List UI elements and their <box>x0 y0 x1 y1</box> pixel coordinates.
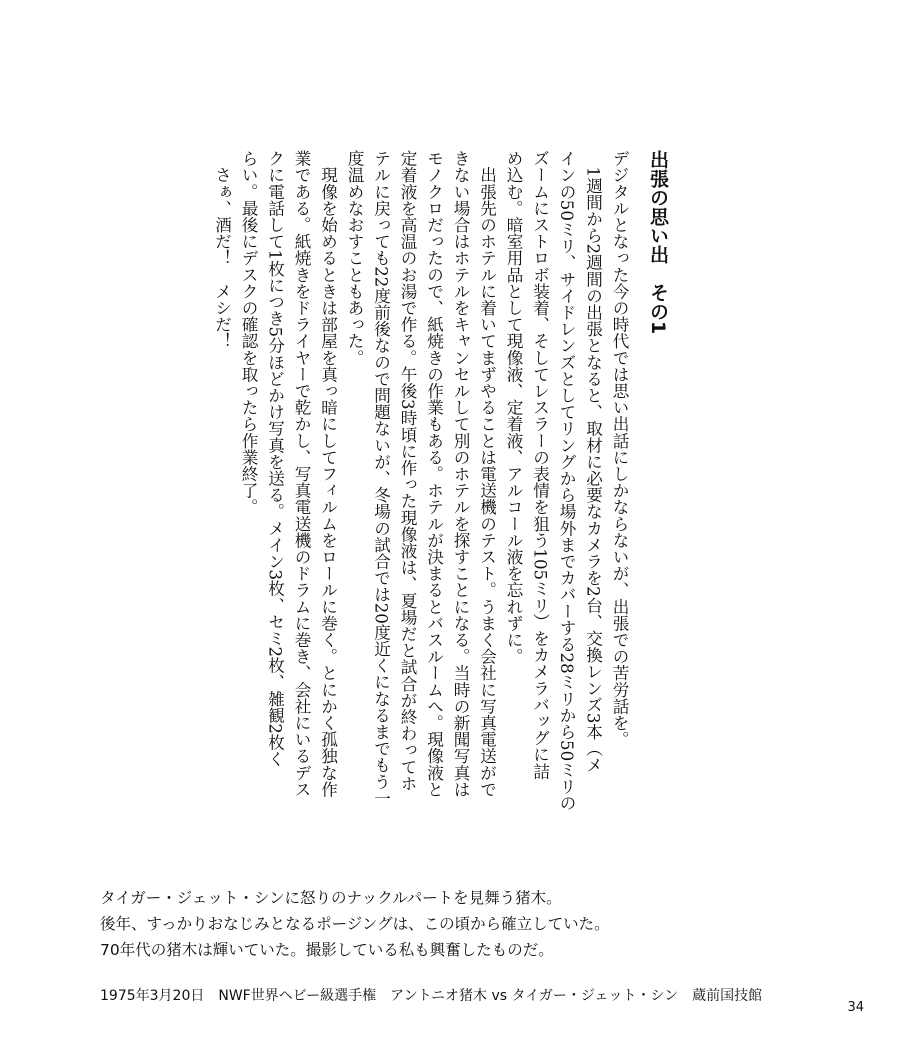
essay-column: 業である。紙焼きをドライヤーで乾かし、写真電送機のドラムに巻き、会社にいるデス <box>292 150 311 798</box>
essay-column: デジタルとなった今の時代では思い出話にしかならないが、出張での苦労話を。 <box>610 150 629 748</box>
essay-column: きない場合はホテルをキャンセルして別のホテルを探すことになる。当時の新聞写真は <box>451 150 470 798</box>
photo-caption <box>100 885 610 963</box>
essay-column: 1週間から2週間の出張となると、取材に必要なカメラを2台、交換レンズ3本（メ <box>583 150 603 774</box>
photo-credit: 1975年3月20日 NWF世界ヘビー級選手権 アントニオ猪木 vs タイガー・ジェット・シン 蔵前国技館 <box>100 988 763 1004</box>
essay-body <box>140 150 680 895</box>
essay-column: 定着液を高温のお湯で作る。午後3時頃に作った現像液は、夏場だと試合が終わってホ <box>398 150 417 792</box>
essay-column: さぁ、酒だ！ メシだ！ <box>212 150 232 350</box>
caption-line: 後年、すっかりおなじみとなるポージングは、この頃から確立していた。 <box>100 915 610 933</box>
caption-line: 70年代の猪木は輝いていた。撮影している私も興奮したものだ。 <box>100 941 554 959</box>
essay-column: らい。最後にデスクの確認を取ったら作業終了。 <box>239 150 258 516</box>
essay-column: 度温めなおすこともあった。 <box>345 150 364 366</box>
page-number: 34 <box>847 1000 864 1015</box>
essay-column: ズームにストロボ装着、そしてレスラーの表情を狙う105ミリ）をカメラバッグに詰 <box>530 150 550 780</box>
essay-column: 出張先のホテルに着いてまずやることは電送機のテスト。うまく会社に写真電送がで <box>477 150 497 798</box>
essay-column: テルに戻っても22度前後なので問題ないが、冬場の試合では20度近くになるまでもう一 <box>371 150 391 807</box>
essay-column: モノクロだったので、紙焼きの作業もある。ホテルが決まるとバスルームへ。現像液と <box>424 150 444 798</box>
caption-line: タイガー・ジェット・シンに怒りのナックルパートを見舞う猪木。 <box>100 889 562 907</box>
essay-column: 現像を始めるときは部屋を真っ暗にしてフィルムをロールに巻く。とにかく孤独な作 <box>318 150 338 798</box>
essay-column: インの50ミリ、サイドレンズとしてリングから場外までカバーする28ミリから50ミリの <box>557 150 576 811</box>
essay-column: め込む。暗室用品として現像液、定着液、アルコール液を忘れずに。 <box>504 150 523 665</box>
essay-column: クに電話して1枚につき5分ほどかけ写真を送る。メイン3枚、セミ2枚、雑観2枚く <box>265 150 285 768</box>
essay-title: 出張の思い出 その1 <box>647 150 669 335</box>
